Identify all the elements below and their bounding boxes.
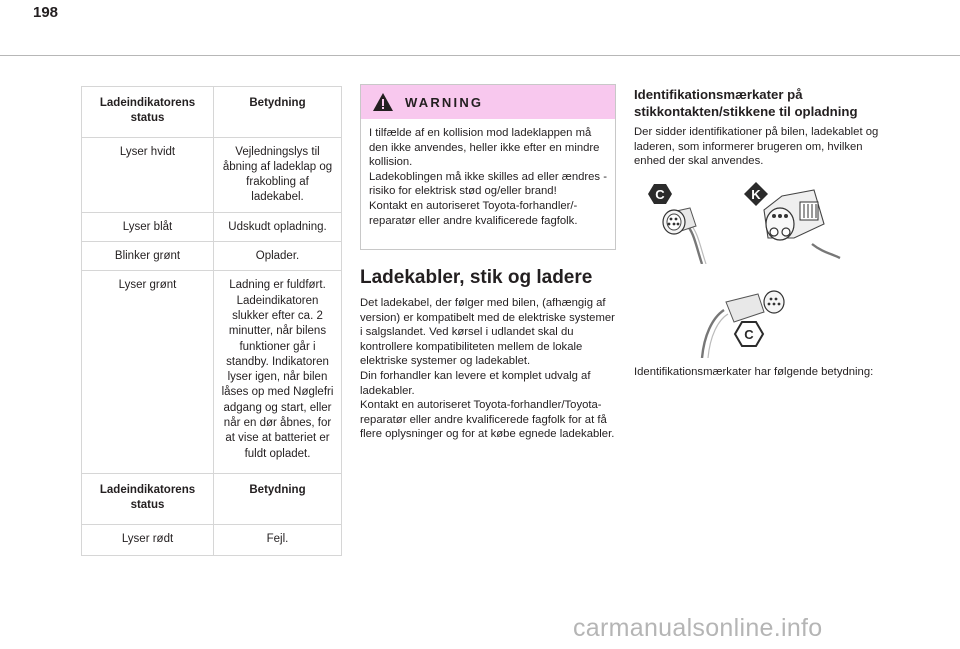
badge-label: C <box>655 187 665 202</box>
warning-body <box>361 119 615 228</box>
table-row <box>82 212 342 241</box>
warning-title: WARNING <box>405 94 484 110</box>
cell-status: Lyser blåt <box>82 212 214 241</box>
table-row <box>82 271 342 474</box>
plug-c-illustration <box>644 180 734 264</box>
cell-meaning: Vejledningslys til åbning af ladeklap og frakobling af ladekabel. <box>214 137 342 212</box>
paragraph: Kontakt en autoriseret Toyota-forhandler/Toyota-reparatør eller andre kvalificerede fagfolk for at få flere oplysninger og for at købe egnede ladekabler. <box>360 399 615 441</box>
table-header-row <box>82 87 342 138</box>
col-header-meaning: Betydning <box>214 473 342 524</box>
socket-k-illustration <box>742 180 842 264</box>
cell-meaning: Fejl. <box>214 524 342 555</box>
top-rule <box>0 55 960 56</box>
warning-triangle-icon <box>372 92 394 112</box>
cell-status: Blinker grønt <box>82 242 214 271</box>
identification-title: Identifikationsmærkater på stikkontakten/stikkene til opladning <box>634 87 858 119</box>
badge-label: C <box>744 327 754 342</box>
col-header-status: Ladeindikatorens status <box>82 473 214 524</box>
warning-box <box>360 84 616 250</box>
warning-header <box>361 85 615 119</box>
identification-caption: Identifikationsmærkater har følgende betydning: <box>634 366 874 378</box>
table-row <box>82 242 342 271</box>
cell-status: Lyser hvidt <box>82 137 214 212</box>
indicator-table <box>81 86 342 556</box>
identification-text: Der sidder identifikationer på bilen, ladekablet og laderen, som informerer brugeren om, hvilken enhed der skal anvendes. <box>634 126 879 168</box>
cell-status: Lyser rødt <box>82 524 214 555</box>
warning-line: Kontakt en autoriseret Toyota-forhandler/-reparatør eller andre kvalificerede fagfolk. <box>369 199 578 227</box>
watermark: carmanualsonline.info <box>573 614 823 642</box>
cell-meaning: Oplader. <box>214 242 342 271</box>
section-body <box>360 296 618 442</box>
cell-meaning: Udskudt opladning. <box>214 212 342 241</box>
warning-line: I tilfælde af en kollision mod ladeklappen må den ikke anvendes, heller ikke efter en mindre kollision. <box>369 127 600 169</box>
plug-c-outline-illustration <box>694 284 790 358</box>
paragraph: Din forhandler kan levere et komplet udvalg af ladekabler. <box>360 369 591 397</box>
table-row <box>82 524 342 555</box>
table-row <box>82 137 342 212</box>
page-number: 198 <box>33 4 59 21</box>
section-title: Ladekabler, stik og ladere <box>360 267 593 288</box>
col-header-status: Ladeindikatorens status <box>82 87 214 138</box>
table-header-row <box>82 473 342 524</box>
col-header-meaning: Betydning <box>214 87 342 138</box>
cell-status: Lyser grønt <box>82 271 214 474</box>
cell-meaning: Ladning er fuldført. Ladeindikatoren slukker efter ca. 2 minutter, når bilens funktioner går i standby. Indikatoren lyser igen, når bilen låses op med Nøglefri adgang og start, eller når en dør åbnes, for at vise at batteriet er fuldt opladet. <box>214 271 342 474</box>
badge-label: K <box>751 187 761 202</box>
paragraph: Det ladekabel, der følger med bilen, (afhængig af version) er kompatibelt med de elektriske systemer i salgslandet. Ved kørsel i udlandet skal du kontrollere kompatibiliteten mellem de lokale elektriske systemer og ladekablet. <box>360 297 615 368</box>
warning-line: Ladekoblingen må ikke skilles ad eller ændres - risiko for elektrisk stød og/eller brand! <box>369 170 607 198</box>
